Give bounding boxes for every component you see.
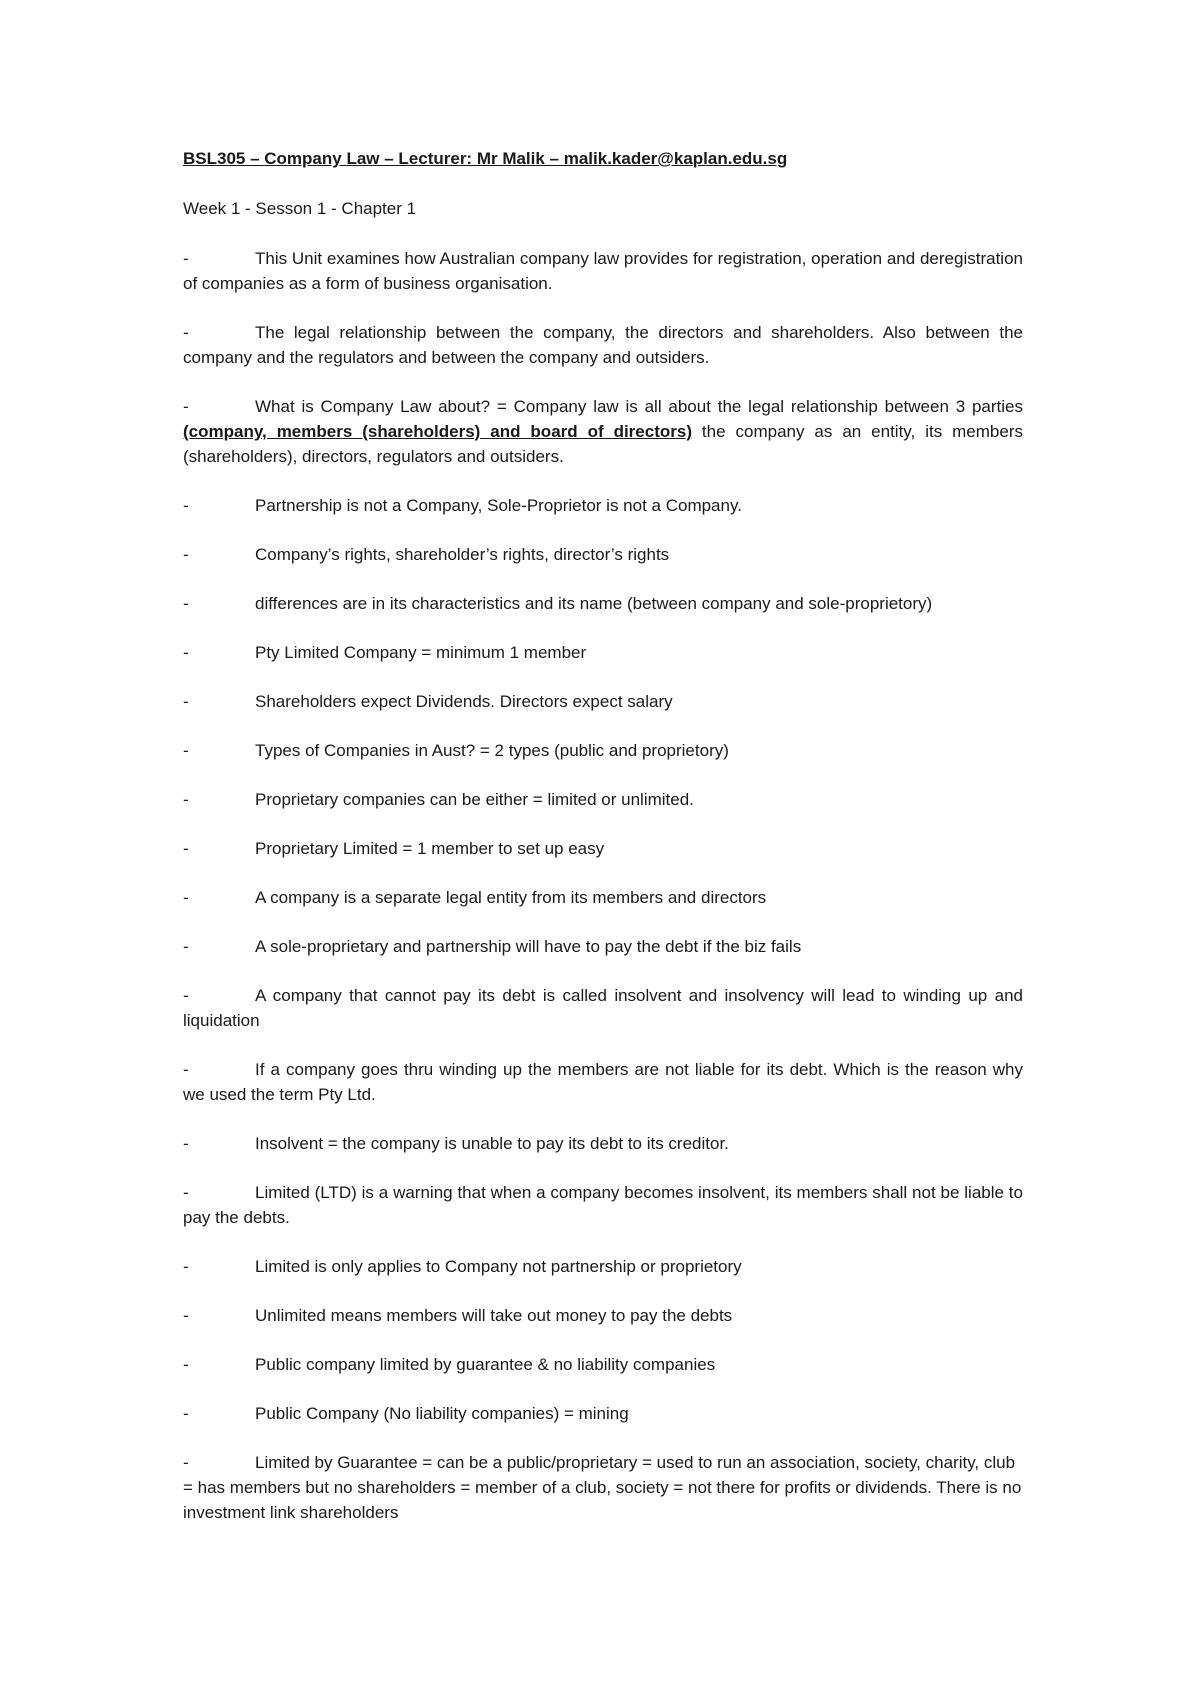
bullet-dash: - xyxy=(183,545,189,564)
bullet-dash: - xyxy=(183,397,189,416)
note-text: Company’s rights, shareholder’s rights, director’s rights xyxy=(255,545,670,564)
note-item xyxy=(183,1450,1023,1525)
bullet-dash: - xyxy=(183,643,189,662)
note-text: Shareholders expect Dividends. Directors expect salary xyxy=(255,692,673,711)
note-item xyxy=(183,836,1023,861)
note-text: What is Company Law about? = Company law is all about the legal relationship between 3 parties xyxy=(255,397,1023,416)
note-item xyxy=(183,320,1023,370)
note-text: A sole-proprietary and partnership will have to pay the debt if the biz fails xyxy=(255,937,802,956)
note-text: Unlimited means members will take out money to pay the debts xyxy=(255,1306,733,1325)
note-item xyxy=(183,934,1023,959)
note-text: A company is a separate legal entity from its members and directors xyxy=(255,888,767,907)
session-heading: Week 1 - Sesson 1 - Chapter 1 xyxy=(183,199,417,218)
bullet-dash: - xyxy=(183,888,189,907)
note-text: Types of Companies in Aust? = 2 types (public and proprietory) xyxy=(255,741,729,760)
bullet-dash: - xyxy=(183,323,189,342)
note-text: The legal relationship between the company, the directors and shareholders. Also between the company and the regulators and between the company and outsiders. xyxy=(183,323,1023,367)
bullet-dash: - xyxy=(183,1134,189,1153)
note-item xyxy=(183,885,1023,910)
bullet-dash: - xyxy=(183,937,189,956)
bullet-dash: - xyxy=(183,986,189,1005)
note-item xyxy=(183,689,1023,714)
note-text: Public Company (No liability companies) = mining xyxy=(255,1404,629,1423)
note-text: If a company goes thru winding up the members are not liable for its debt. Which is the reason why we used the term Pty Ltd. xyxy=(183,1060,1023,1104)
bullet-dash: - xyxy=(183,790,189,809)
note-text: Proprietary Limited = 1 member to set up easy xyxy=(255,839,605,858)
bullet-dash: - xyxy=(183,1306,189,1325)
note-text: Limited (LTD) is a warning that when a company becomes insolvent, its members shall not be liable to pay the debts. xyxy=(183,1183,1023,1227)
note-item xyxy=(183,1401,1023,1426)
bullet-dash: - xyxy=(183,249,189,268)
note-item xyxy=(183,1057,1023,1107)
bullet-dash: - xyxy=(183,1257,189,1276)
note-item xyxy=(183,591,1023,616)
note-text: Partnership is not a Company, Sole-Proprietor is not a Company. xyxy=(255,496,742,515)
note-text: Insolvent = the company is unable to pay its debt to its creditor. xyxy=(255,1134,729,1153)
note-item xyxy=(183,394,1023,469)
note-item xyxy=(183,1180,1023,1230)
bullet-dash: - xyxy=(183,1183,189,1202)
note-text: Public company limited by guarantee & no liability companies xyxy=(255,1355,716,1374)
document-title: BSL305 – Company Law – Lecturer: Mr Malik – malik.kader@kaplan.edu.sg xyxy=(183,149,788,168)
note-item xyxy=(183,1254,1023,1279)
note-item xyxy=(183,1352,1023,1377)
note-text: differences are in its characteristics and its name (between company and sole-proprietory) xyxy=(255,594,933,613)
note-item xyxy=(183,787,1023,812)
bullet-dash: - xyxy=(183,1060,189,1079)
note-item xyxy=(183,640,1023,665)
bullet-dash: - xyxy=(183,692,189,711)
note-text: Limited is only applies to Company not partnership or proprietory xyxy=(255,1257,742,1276)
bullet-dash: - xyxy=(183,496,189,515)
bullet-dash: - xyxy=(183,839,189,858)
note-text: Pty Limited Company = minimum 1 member xyxy=(255,643,587,662)
note-item xyxy=(183,1131,1023,1156)
note-item xyxy=(183,1303,1023,1328)
note-item xyxy=(183,738,1023,763)
bullet-dash: - xyxy=(183,594,189,613)
note-text: the company as an entity, its members (shareholders), directors, regulators and outsiders. xyxy=(183,422,1023,466)
note-item xyxy=(183,983,1023,1033)
bullet-dash: - xyxy=(183,1355,189,1374)
note-emphasis: (company, members (shareholders) and board of directors) xyxy=(183,422,692,441)
document-body xyxy=(183,146,1023,1549)
note-text: A company that cannot pay its debt is called insolvent and insolvency will lead to winding up and liquidation xyxy=(183,986,1023,1030)
note-text: Limited by Guarantee = can be a public/proprietary = used to run an association, society, charity, club = has members but no shareholders = member of a club, society = not there for profits or dividends. There is no investment link shareholders xyxy=(183,1453,1022,1522)
bullet-dash: - xyxy=(183,1404,189,1423)
note-item xyxy=(183,493,1023,518)
note-item xyxy=(183,542,1023,567)
note-item xyxy=(183,246,1023,296)
bullet-dash: - xyxy=(183,1453,189,1472)
bullet-dash: - xyxy=(183,741,189,760)
note-text: Proprietary companies can be either = limited or unlimited. xyxy=(255,790,694,809)
note-text: This Unit examines how Australian company law provides for registration, operation and deregistration of companies as a form of business organisation. xyxy=(183,249,1023,293)
